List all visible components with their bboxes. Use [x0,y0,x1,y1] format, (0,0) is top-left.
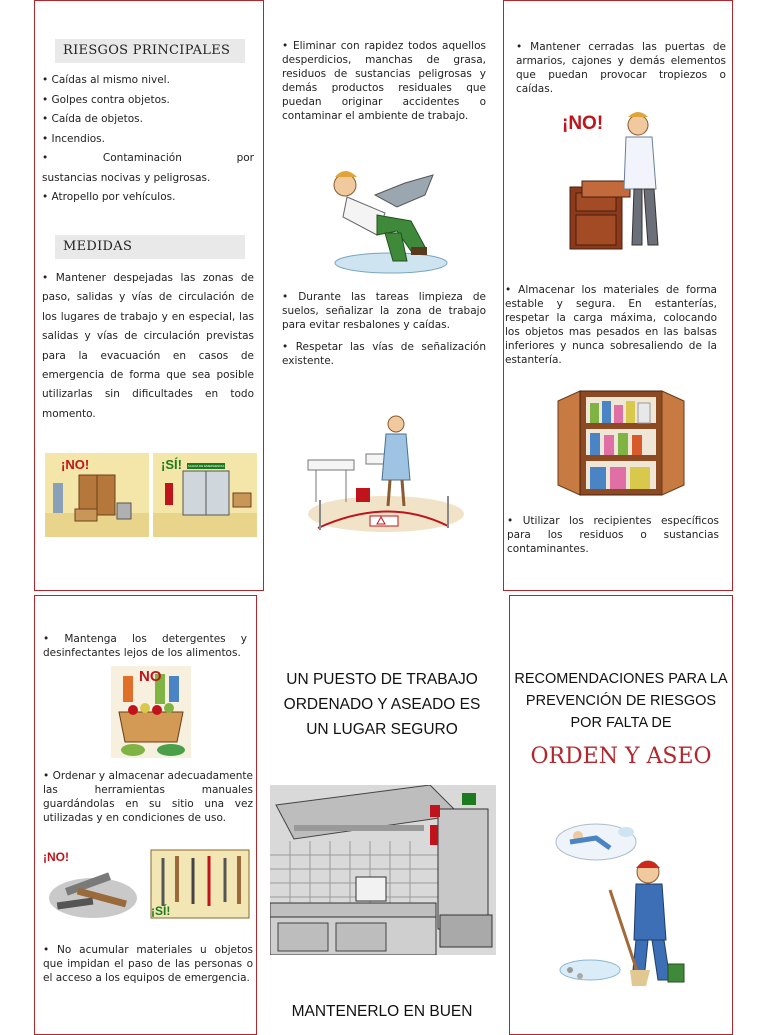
exit-sign: SALIDA DE EMERGENCIA [187,464,225,468]
illustration-detergents [111,666,191,758]
list-item: • Golpes contra objetos. [42,93,170,106]
list-item: • Incendios. [42,132,105,145]
recipientes-especificos: • Utilizar los recipientes específicos para los residuos o sustancias contaminantes. [507,515,719,555]
list-item: • Caída de objetos. [42,113,143,125]
illustration-slip [315,155,455,275]
illustration-kitchen [270,785,496,955]
no-acumular: • No acumular materiales u objetos que impidan el paso de las personas o el acceso a los equipos de emergencia. [43,944,253,984]
illustration-open-drawer [562,105,682,255]
panel-riesgos-medidas [34,0,275,591]
si-label: ¡SÍ! [151,904,171,918]
detergentes-alimentos: • Mantenga los detergentes y desinfectantes lejos de los alimentos. [43,633,247,659]
respetar-vias: • Respetar las vías de señalización existente. [282,341,486,367]
bottom-text: MANTENERLO EN BUEN [291,1003,473,1020]
heading-riesgos-principales: RIESGOS PRINCIPALES [55,39,245,63]
illustration-corridors [45,453,257,537]
list-item: • Atropello por vehículos. [42,191,176,203]
no-label: ¡NO! [562,113,604,134]
slogan: UN PUESTO DE TRABAJO ORDENADO Y ASEADO ES UN LUGAR SEGURO [283,671,481,738]
eliminar-desperdicios: • Eliminar con rapidez todos aquellos desperdicios, manchas de grasa, residuos de sustancias peligrosas y demás productos residuales que puedan originar accidentes o contaminar el ambiente de trabajo. [282,40,486,122]
ordenar-herramientas: • Ordenar y almacenar adecuadamente las herramientas manuales guardándolas en su sitio una vez utilizadas y en condiciones de uso. [43,770,253,824]
riesgos-list [42,71,275,208]
medida-despejadas: • Mantener despejadas las zonas de paso, salidas y vías de circulación de los lugares de trabajo y en especial, las salidas y vías de circulación previstas para la evacuación en casos de emergencia de forma que sea posible utilizarlas sin dificultades en todo momento. [42,272,254,420]
illustration-wet-floor-cordon [298,410,468,538]
panel-limpieza [270,0,496,591]
heading-medidas: MEDIDAS [55,235,245,259]
illustration-tools [43,846,253,924]
panel-cover [509,595,733,1035]
mantener-cerradas: • Mantener cerradas las puertas de armarios, cajones y demás elementos que puedan provocar tropiezos o caídas. [516,41,726,95]
illustration-shelf [556,387,686,499]
panel-slogan [262,595,502,1024]
panel-almacenamiento [503,0,733,591]
illustration-worker-mop [550,820,700,992]
no-label: NO [139,668,162,685]
recomendaciones-text: RECOMENDACIONES PARA LA PREVENCIÓN DE RIESGOS POR FALTA DE [514,671,728,731]
almacenar-materiales: • Almacenar los materiales de forma estable y segura. En estanterías, respetar la carga máxima, colocando los objetos mas pesados en las balsas inferiores y nunca sobresaliendo de la estantería. [505,284,717,366]
no-label: ¡NO! [61,457,90,472]
senalizar-zona: • Durante las tareas limpieza de suelos, señalizar la zona de trabajo para evitar resbalones y caídas. [282,291,486,331]
panel-herramientas [34,595,257,1035]
si-label: ¡SÍ! [161,457,182,472]
cover-title: ORDEN Y ASEO [530,744,712,769]
list-item: • Contaminación por sustancias nocivas y peligrosas. [42,152,275,184]
list-item: • Caídas al mismo nivel. [42,74,170,86]
no-label: ¡NO! [43,850,69,864]
